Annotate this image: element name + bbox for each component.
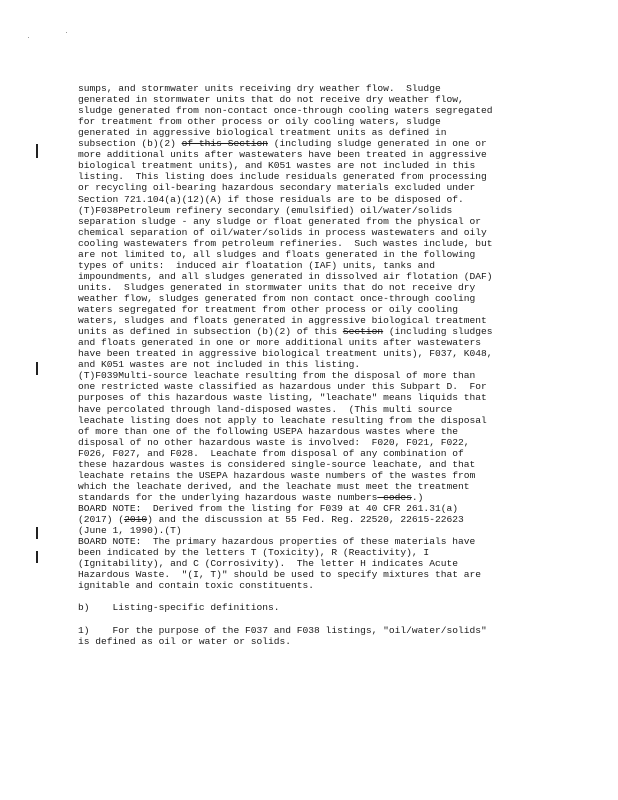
text-line: Section 721.104(a)(12)(A) if those residuals are to be disposed of. (78, 193, 464, 205)
text-line: units. Sludges generated in stormwater units that do not receive dry (78, 281, 476, 293)
text-line: (Ignitability), and C (Corrosivity). The letter H indicates Acute (78, 558, 458, 570)
text-line: have percolated through land-disposed wastes. (This multi source (78, 403, 453, 415)
text-line: is defined as oil or water or solids. (78, 635, 292, 647)
text-line: b) Listing-specific definitions. (78, 602, 280, 614)
revision-bar (36, 362, 38, 375)
text-line: for treatment from other process or oily cooling waters, sludge (78, 116, 441, 128)
text-line: and K051 wastes are not included in this listing. (78, 359, 361, 371)
text-line: separation sludge - any sludge or float generated from the physical or (78, 215, 482, 227)
scan-speck (66, 32, 67, 33)
text-line: one restricted waste classified as hazardous under this Subpart D. For (78, 381, 487, 393)
text-line: F026, F027, and F028. Leachate from disposal of any combination of (78, 447, 464, 459)
revision-bar (36, 144, 38, 158)
text-line: (June 1, 1990).(T) (78, 525, 182, 536)
text-line: 1) For the purpose of the F037 and F038 listings, "oil/water/solids" (78, 624, 487, 636)
text-line: generated in stormwater units that do not receive dry weather flow, (78, 94, 464, 105)
text-line: more additional units after wastewaters have been treated in aggressive (78, 149, 487, 161)
text-line: leachate retains the USEPA hazardous waste numbers of the wastes from (78, 469, 476, 481)
text-line: biological treatment units), and K051 wastes are not included in this (78, 160, 476, 172)
text-line: (T)F038Petroleum refinery secondary (emulsified) oil/water/solids (78, 204, 453, 216)
text-run: ) and the discussion at 55 Fed. Reg. 22520, 22615-22623 (147, 514, 464, 525)
scan-speck (28, 37, 29, 38)
text-line: which the leachate derived, and the leachate must meet the treatment (78, 480, 470, 492)
text-line: are not limited to, all sludges and floats generated in the following (78, 248, 476, 260)
text-line: ignitable and contain toxic constituents. (78, 580, 315, 592)
text-run: standards for the underlying hazardous waste numbers (78, 491, 378, 503)
text-line: types of units: induced air floatation (IAF) units, tanks and (78, 259, 435, 271)
struck-text: of this Section (181, 138, 268, 150)
text-run: (including sludges (383, 326, 493, 338)
text-run: (including sludge generated in one or (268, 138, 487, 150)
text-line (78, 492, 423, 503)
text-line: waters segregated for treatment from other process or oily cooling (78, 304, 458, 315)
text-line: (T)F039Multi-source leachate resulting from the disposal of more than (78, 370, 476, 382)
text-line: of more than one of the following USEPA hazardous wastes where the (78, 425, 458, 437)
struck-text: codes (377, 491, 412, 503)
text-line: cooling wastewaters from petroleum refineries. Such wastes include, but (78, 237, 493, 249)
text-line: impoundments, and all sludges generated in dissolved air flotation (DAF) (78, 270, 493, 282)
text-line: generated in aggressive biological treatment units as defined in (78, 127, 447, 139)
text-line: sludge generated from non-contact once-through cooling waters segregated (78, 105, 493, 117)
text-line: Hazardous Waste. "(I, T)" should be used to specify mixtures that are (78, 569, 482, 581)
text-run: subsection (b)(2) (78, 138, 182, 150)
struck-text: 2010 (124, 514, 148, 525)
text-line: purposes of this hazardous waste listing, "leachate" means liquids that (78, 392, 487, 404)
text-line: listing. This listing does include residuals generated from processing (78, 171, 487, 183)
text-line (78, 514, 464, 525)
text-line: have been treated in aggressive biological treatment units), F037, K048, (78, 348, 493, 360)
revision-bar (36, 551, 38, 563)
text-line: and floats generated in one or more additional units after wastewaters (78, 337, 482, 349)
text-line: been indicated by the letters T (Toxicity), R (Reactivity), I (78, 547, 430, 559)
text-line (78, 326, 493, 337)
text-line: or recycling oil-bearing hazardous secondary materials excluded under (78, 182, 476, 194)
text-line: BOARD NOTE: Derived from the listing for F039 at 40 CFR 261.31(a) (78, 502, 458, 514)
struck-text: Section (342, 326, 384, 338)
text-line: sumps, and stormwater units receiving dry weather flow. Sludge (78, 83, 441, 94)
text-line: these hazardous wastes is considered single-source leachate, and that (78, 458, 476, 470)
text-run: .) (411, 491, 424, 503)
text-line: weather flow, sludges generated from non contact once-through cooling (78, 293, 476, 304)
text-run: (2017) ( (78, 514, 125, 525)
text-line (78, 138, 487, 149)
text-run: units as defined in subsection (b)(2) of this (78, 326, 343, 338)
text-line: leachate listing does not apply to leachate resulting from the disposal (78, 414, 487, 426)
revision-bar (36, 527, 38, 539)
text-line: BOARD NOTE: The primary hazardous properties of these materials have (78, 536, 476, 547)
text-line: chemical separation of oil/water/solids in process wastewaters and oily (78, 226, 487, 238)
text-line: disposal of no other hazardous waste is involved: F020, F021, F022, (78, 436, 470, 448)
text-line: waters, sludges and floats generated in aggressive biological treatment (78, 315, 487, 327)
